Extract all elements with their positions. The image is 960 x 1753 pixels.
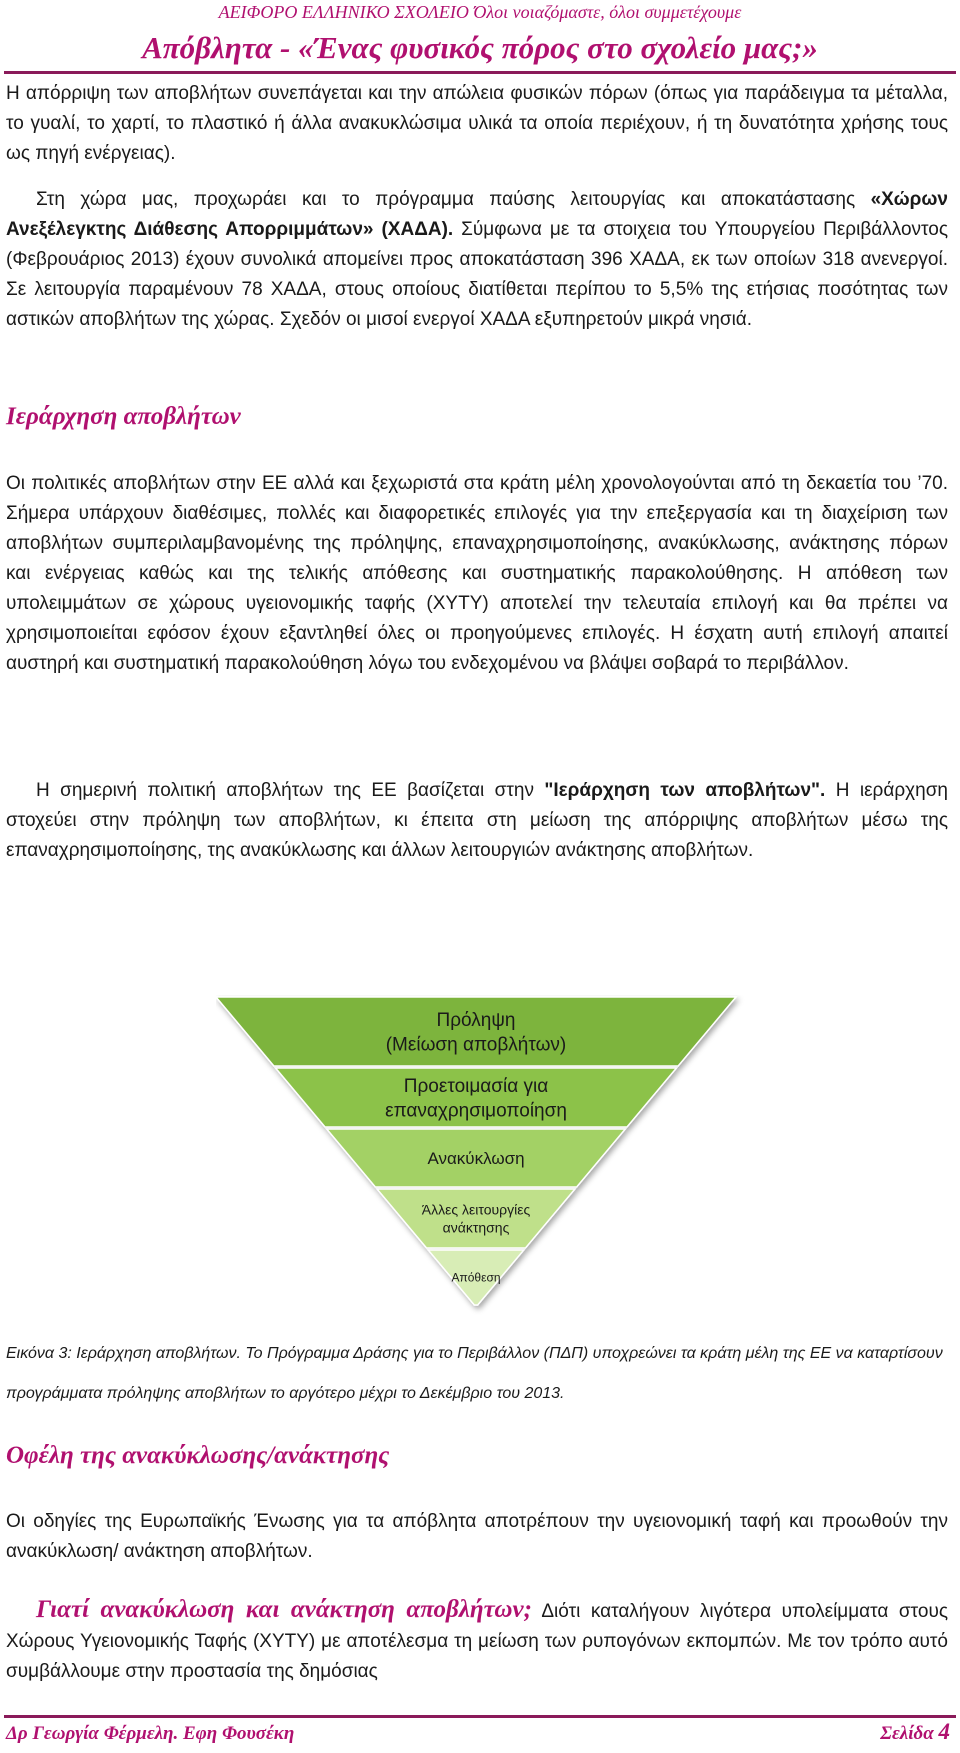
pyramid-label-1-line-1: Πρόληψη xyxy=(436,1009,516,1031)
figure-caption: Εικόνα 3: Ιεράρχηση αποβλήτων. Το Πρόγραμμα Δράσης για το Περιβάλλον (ΠΔΠ) υποχρεώνει τα κράτη μέλη της ΕΕ να καταρτίσουν προγράμματα πρόληψης αποβλήτων το αργότερο μέχρι το Δεκέμβριο του 2013. xyxy=(6,1345,943,1402)
pyramid-label-4-line-1: Άλλες λειτουργίες xyxy=(421,1201,531,1218)
paragraph-hierarchy-policy xyxy=(6,776,948,866)
heading-waste-hierarchy: Ιεράρχηση αποβλήτων xyxy=(6,403,241,430)
page-number xyxy=(880,1719,950,1745)
pyramid-level-1 xyxy=(216,997,736,1066)
page-title: Απόβλητα - «Ένας φυσικός πόρος στο σχολείο μας;» xyxy=(142,30,818,65)
pyramid-label-5-line-1: Απόθεση xyxy=(451,1270,501,1285)
paragraph-hierarchy-start: Η σημερινή πολιτική αποβλήτων της ΕΕ βασίζεται στην xyxy=(36,780,545,801)
pyramid-level-4 xyxy=(377,1189,575,1248)
paragraph-xada-end: Σύμφωνα με τα στοιχεια του Υπουργείου Περιβάλλοντος (Φεβρουάριος 2013) έχουν συνολικά απομείνει προς αποκατάσταση 396 ΧΑΔΑ, εκ των οποίων 318 ανενεργοί. Σε λειτουργία παραμένουν 78 ΧΑΔΑ, στους οποίους διατίθεται περίπου το 5,5% της ετήσιας ποσότητας των αστικών αποβλήτων της χώρας. Σχεδόν οι μισοί ενεργοί ΧΑΔΑ εξυπηρετούν μικρά νησιά. xyxy=(6,219,948,330)
pyramid-label-3-line-1: Ανακύκλωση xyxy=(427,1148,525,1168)
header-subtitle: ΑΕΙΦΟΡΟ ΕΛΛΗΝΙΚΟ ΣΧΟΛΕΙΟ Όλοι νοιαζόμαστε, όλοι συμμετέχουμε xyxy=(218,2,742,22)
page-label: Σελίδα xyxy=(880,1723,934,1744)
heading-recycling-benefits: Οφέλη της ανακύκλωσης/ανάκτησης xyxy=(6,1442,390,1469)
paragraph-eu-policies: Οι πολιτικές αποβλήτων στην ΕΕ αλλά και ξεχωριστά στα κράτη μέλη χρονολογούνται από τη δεκαετία του ’70. Σήμερα υπάρχουν διαθέσιμες, πολλές και διαφορετικές επιλογές για την επεξεργασία και τη διαχείριση των αποβλήτων συμπεριλαμβανομένης της πρόληψης, επαναχρησιμοποίησης, ανακύκλωσης, ανάκτησης πόρων και ενέργειας καθώς και της τελικής απόθεσης και συστηματικής παρακολούθησης. Η απόθεση των υπολειμμάτων σε χώρους υγειονομικής ταφής (ΧΥΤΥ) αποτελεί την τελευταία επιλογή και θα πρέπει να χρησιμοποιείται εφόσον έχουν εξαντληθεί όλες οι προηγούμενες επιλογές. Η έσχατη αυτή επιλογή απαιτεί αυστηρή και συστηματική παρακολούθηση λόγω του ενδεχομένου να βλάψει σοβαρά το περιβάλλον. xyxy=(6,473,948,674)
header-divider xyxy=(4,71,956,74)
pyramid-label-1-line-2: (Μείωση αποβλήτων) xyxy=(385,1034,567,1056)
pyramid-label-2-line-1: Προετοιμασία για xyxy=(403,1075,549,1097)
pyramid-label-2-line-2: επαναχρησιμοποίηση xyxy=(385,1100,567,1122)
paragraph-why-recycling xyxy=(6,1595,948,1687)
page-number-value: 4 xyxy=(938,1719,950,1744)
paragraph-hierarchy-end: Η ιεράρχηση στοχεύει στην πρόληψη των αποβλήτων, κι έπειτα στη μείωση της απόρριψης αποβλήτων μέσω της επαναχρησιμοποίησης, της ανακύκλωσης και άλλων λειτουργιών ανάκτησης αποβλήτων. xyxy=(6,780,948,861)
pyramid-label-4-line-2: ανάκτησης xyxy=(442,1219,510,1236)
paragraph-waste-disposal: Η απόρριψη των αποβλήτων συνεπάγεται και την απώλεια φυσικών πόρων (όπως για παράδειγμα τα μέταλλα, το γυαλί, το χαρτί, το πλαστικό ή άλλα ανακυκλώσιμα υλικά τα οποία περιέχουν, ή τη δυνατότητα χρήσης τους ως πηγή ενέργειας). xyxy=(6,83,948,164)
paragraph-xada-bold: «Χώρων Ανεξέλεγκτης Διάθεσης Απορριμμάτων» (ΧΑΔΑ). xyxy=(6,189,948,240)
why-recycling-text: Διότι καταλήγουν λιγότερα υπολείμματα στους Χώρους Υγειονομικής Ταφής (ΧΥΤΥ) με αποτέλεσμα τη μείωση των ρυπογόνων εκπομπών. Με τον τρόπο αυτό συμβάλλουμε στην προστασία της δημόσιας xyxy=(6,1601,948,1682)
footer-authors: Δρ Γεωργία Φέρμελη. Εφη Φουσέκη xyxy=(6,1723,295,1744)
why-recycling-lead: Γιατί ανακύκλωση και ανάκτηση αποβλήτων; xyxy=(36,1596,532,1623)
paragraph-eu-directives: Οι οδηγίες της Ευρωπαϊκής Ένωσης για τα απόβλητα αποτρέπουν την υγειονομική ταφή και προωθούν την ανακύκλωση/ ανάκτηση αποβλήτων. xyxy=(6,1511,948,1562)
paragraph-hierarchy-bold: "Ιεράρχηση των αποβλήτων". xyxy=(544,780,826,801)
waste-hierarchy-pyramid xyxy=(216,995,746,1315)
footer-divider xyxy=(4,1715,956,1718)
paragraph-xada-start: Στη χώρα μας, προχωράει και το πρόγραμμα παύσης λειτουργίας και αποκατάστασης xyxy=(36,189,871,210)
paragraph-xada xyxy=(6,185,948,335)
